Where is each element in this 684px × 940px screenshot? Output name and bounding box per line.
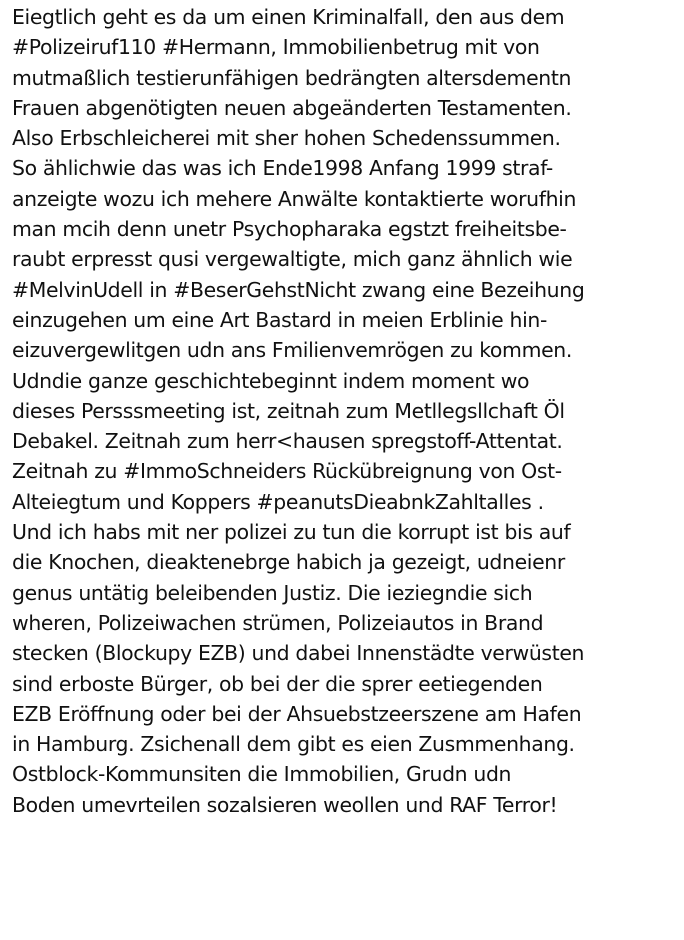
text-line: Und ich habs mit ner polizei zu tun die korrupt ist bis auf [12, 520, 571, 545]
text-line: anzeigte wozu ich mehere Anwälte kontaktierte worufhin [12, 186, 577, 211]
text-line: die Knochen, dieaktenebrge habich ja gezeigt, udneienr [12, 550, 565, 575]
text-line: man mcih denn unetr Psychopharaka egstzt freiheitsbe- [12, 217, 567, 242]
text-line: wheren, Polizeiwachen strümen, Polizeiautos in Brand [12, 610, 544, 635]
text-line: stecken (Blockupy EZB) und dabei Innenstädte verwüsten [12, 641, 585, 666]
text-line: Udndie ganze geschichtebeginnt indem moment wo [12, 368, 530, 393]
text-line: eizuvergewlitgen udn ans Fmilienvemrögen zu kommen. [12, 338, 572, 363]
text-line: sind erboste Bürger, ob bei der die sprer eetiegenden [12, 671, 543, 696]
text-line: #MelvinUdell in #BeserGehstNicht zwang eine Bezeihung [12, 277, 585, 302]
text-line: genus untätig beleibenden Justiz. Die ieziegndie sich [12, 580, 533, 605]
text-line: Also Erbschleicherei mit sher hohen Schedenssummen. [12, 126, 561, 151]
text-line: Ostblock-Kommunsiten die Immobilien, Grudn udn [12, 762, 512, 787]
text-line: Boden umevrteilen sozalsieren weollen und RAF Terror! [12, 792, 558, 817]
text-line: Debakel. Zeitnah zum herr<hausen spregstoff-Attentat. [12, 429, 563, 454]
text-line: mutmaßlich testierunfähigen bedrängten altersdementn [12, 65, 572, 90]
text-line: Alteiegtum und Koppers #peanutsDieabnkZahltalles . [12, 489, 544, 514]
text-line: #Polizeiruf110 #Hermann, Immobilienbetrug mit von [12, 35, 540, 60]
text-line: So ählichwie das was ich Ende1998 Anfang 1999 straf- [12, 156, 553, 181]
text-line: dieses Persssmeeting ist, zeitnah zum Metllegsllchaft Öl [12, 398, 565, 423]
text-line: Eiegtlich geht es da um einen Kriminalfall, den aus dem [12, 5, 565, 29]
text-line: Zeitnah zu #ImmoSchneiders Rückübreignung von Ost- [12, 459, 562, 484]
document-body-text [12, 2, 680, 820]
text-line: raubt erpresst qusi vergewaltigte, mich ganz ähnlich wie [12, 247, 573, 272]
text-line: EZB Eröffnung oder bei der Ahsuebstzeerszene am Hafen [12, 701, 582, 726]
text-line: Frauen abgenötigten neuen abgeänderten Testamenten. [12, 95, 572, 120]
text-line: einzugehen um eine Art Bastard in meien Erblinie hin- [12, 307, 547, 332]
text-line: in Hamburg. Zsichenall dem gibt es eien Zusmmenhang. [12, 732, 575, 757]
